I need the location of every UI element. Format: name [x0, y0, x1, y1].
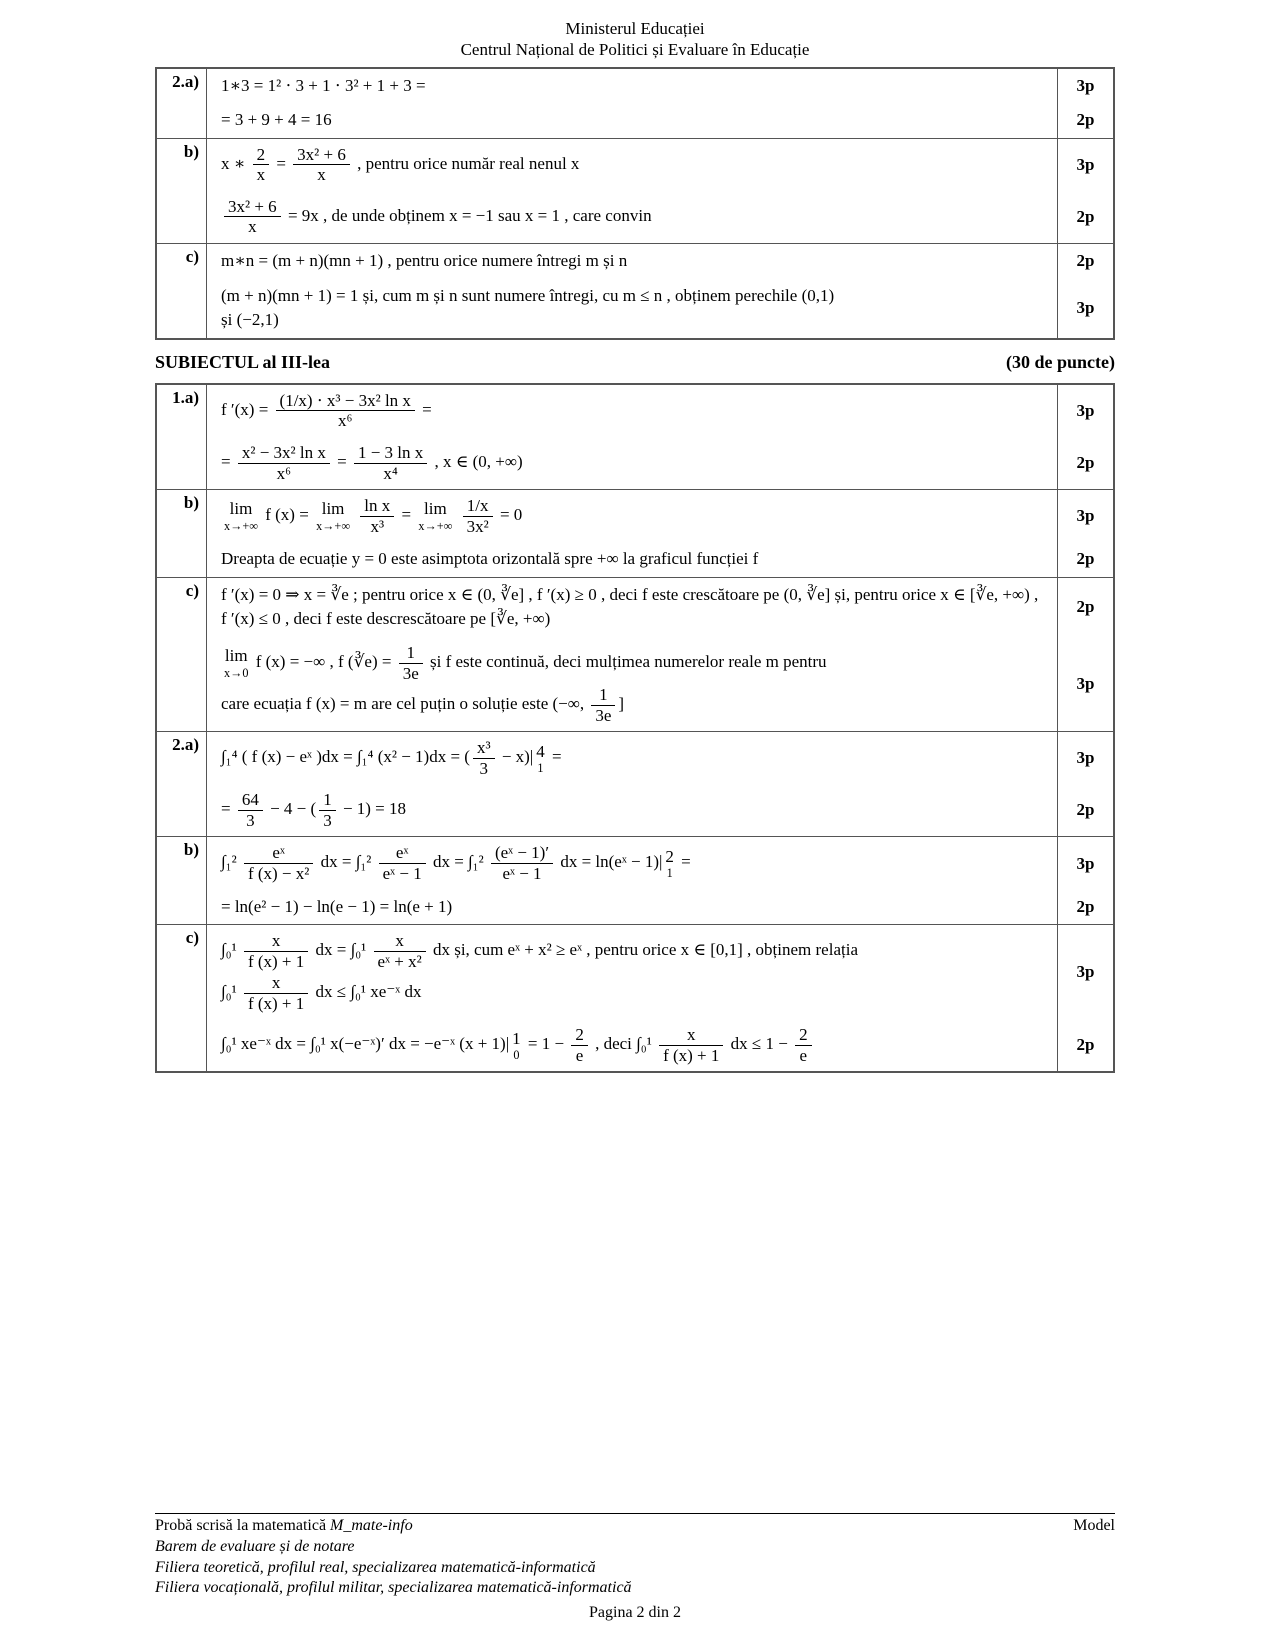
- item-label: b): [157, 837, 207, 924]
- item-label: c): [157, 578, 207, 731]
- solution-step: $\frac{\text{3x² + 6}}{x}$ = 9x , de unde obținem x = −1 sau x = 1 , care convin: [207, 191, 1057, 243]
- item-label: 2.a): [157, 69, 207, 138]
- limit-stack: 1 0: [512, 1028, 521, 1063]
- center-name: Centrul Național de Politici și Evaluare în Educație: [460, 40, 810, 60]
- fraction: $\frac{\text{x² − 3x² ln x}}{\text{x⁶}}$: [238, 443, 330, 483]
- rubric-row: [157, 578, 1113, 732]
- solution-step: f ′(x) = $\frac{\text{(1/x) ⋅ x³ − 3x² ln x}}{\text{x⁶}}$ =: [221, 390, 432, 431]
- points-value: 3p: [1057, 139, 1113, 191]
- limit-stack: lim x→+∞: [224, 499, 258, 533]
- solution-step: ∫₀¹ $\frac{x}{f (x) + 1}$ dx = ∫₀¹ $\frac{x}{\text{eˣ + x²}}$ dx și, cum eˣ + x² ≥ eˣ , pentru orice x ∈ [0,1] , obținem relația ∫₀¹ $\frac{x}{f (x) + 1}$ dx ≤ ∫₀¹ xe⁻ˣ dx: [221, 931, 858, 1013]
- fraction: $\frac{1}{3e}$: [399, 643, 423, 683]
- points-value: 3p: [1057, 637, 1113, 731]
- fraction: $\frac{1/x}{\text{3x²}}$: [463, 496, 493, 536]
- solution-step: m∗n = (m + n)(mn + 1) , pentru orice numere întregi m și n: [221, 250, 628, 270]
- points-value: 3p: [1057, 732, 1113, 784]
- limit-stack: 4 1: [536, 741, 545, 776]
- points-value: 2p: [1057, 542, 1113, 577]
- solution-step: lim x→+∞ f (x) = lim x→+∞ $\frac{\text{ln x}}{\text{x³}}$ = lim x→+∞ $\frac{1/x}{\text{3x²}}$ = 0: [224, 496, 523, 536]
- solution-step: ∫₁⁴ ( f (x) − eˣ )dx = ∫₁⁴ (x² − 1)dx = ( $\frac{\text{x³}}{3}$ − x)| 4 1 =: [221, 738, 562, 778]
- fraction: $\frac{\text{3x² + 6}}{x}$: [224, 197, 281, 237]
- rubric-row: [157, 139, 1113, 244]
- fraction: $\frac{x}{f (x) + 1}$: [244, 973, 308, 1013]
- points-value: 2p: [1057, 437, 1113, 489]
- rubric-row: [157, 490, 1113, 578]
- section-title: SUBIECTUL al III-lea: [155, 351, 331, 372]
- rubric-row: [157, 925, 1113, 1071]
- footer-line-2: Barem de evaluare și de notare: [155, 1537, 355, 1555]
- solution-step: x ∗ $\frac{2}{x}$ = $\frac{\text{3x² + 6}}{x}$ , pentru orice număr real nenul x: [221, 144, 580, 185]
- points-value: 3p: [1057, 279, 1113, 338]
- points-value: 2p: [1057, 191, 1113, 243]
- item-label: 2.a): [157, 732, 207, 836]
- fraction: $\frac{64}{3}$: [238, 790, 263, 830]
- rubric-row: [157, 732, 1113, 837]
- fraction: $\frac{2}{e}$: [795, 1025, 812, 1065]
- item-label: b): [157, 490, 207, 577]
- subject3-rubric-table: [155, 383, 1115, 1074]
- fraction: $\frac{2}{x}$: [253, 145, 270, 185]
- points-value: 2p: [1057, 784, 1113, 836]
- document-header: [155, 18, 1115, 61]
- limit-stack: lim x→+∞: [316, 499, 351, 533]
- solution-step: 1∗3 = 1² ⋅ 3 + 1 ⋅ 3² + 1 + 3 =: [221, 75, 426, 95]
- item-label: c): [157, 244, 207, 338]
- fraction: $\frac{\text{(1/x) ⋅ x³ − 3x² ln x}}{\text{x⁶}}$: [276, 391, 415, 431]
- limit-stack: lim x→+∞: [418, 499, 453, 533]
- fraction: $\frac{\text{(eˣ − 1)′}}{\text{eˣ − 1}}$: [491, 843, 553, 883]
- fraction: $\frac{\text{1 − 3 ln x}}{\text{x⁴}}$: [354, 443, 427, 483]
- points-value: 3p: [1057, 385, 1113, 437]
- fraction: $\frac{1}{3e}$: [591, 685, 615, 725]
- rubric-row: [157, 244, 1113, 338]
- solution-step: = 3 + 9 + 4 = 16: [221, 110, 332, 130]
- points-value: 2p: [1057, 890, 1113, 925]
- fraction: $\frac{x}{\text{eˣ + x²}}$: [374, 931, 426, 971]
- points-value: 3p: [1057, 69, 1113, 104]
- section-points: (30 de puncte): [1006, 351, 1115, 372]
- document-footer: [155, 1513, 1115, 1624]
- fraction: $\frac{x}{f (x) + 1}$: [244, 931, 308, 971]
- ministry-name: Ministerul Educației: [565, 19, 705, 38]
- footer-divider: [155, 1513, 1115, 1514]
- solution-step: f ′(x) = 0 ⇒ x = ∛e ; pentru orice x ∈ (0, ∛e] , f ′(x) ≥ 0 , deci f este crescătoare pe (0, ∛e] și, pentru orice x ∈ [∛e, +∞) , f ′(x) ≤ 0 , deci f este descrescătoare pe [∛e, +∞): [221, 584, 1039, 629]
- item-label: 1.a): [157, 385, 207, 489]
- points-value: 3p: [1057, 925, 1113, 1019]
- fraction: $\frac{\text{3x² + 6}}{x}$: [293, 145, 350, 185]
- item-label: c): [157, 925, 207, 1071]
- solution-step: = ln(e² − 1) − ln(e − 1) = ln(e + 1): [221, 896, 453, 916]
- limit-stack: 2 1: [665, 846, 674, 881]
- footer-line-3: Filiera teoretică, profilul real, specializarea matematică-informatică: [155, 1558, 596, 1576]
- fraction: $\frac{\text{eˣ}}{\text{eˣ − 1}}$: [379, 843, 426, 883]
- fraction: $\frac{2}{e}$: [571, 1025, 588, 1065]
- points-value: 3p: [1057, 490, 1113, 542]
- limit-stack: lim x→0: [224, 646, 249, 680]
- solution-step: (m + n)(mn + 1) = 1 și, cum m și n sunt numere întregi, cu m ≤ n , obținem perechile (0,1) și (−2,1): [221, 285, 835, 330]
- model-label: Model: [1073, 1517, 1115, 1535]
- footer-line-1: [155, 1516, 1115, 1537]
- section-heading: [155, 352, 1115, 373]
- item-label: b): [157, 139, 207, 243]
- fraction: $\frac{x}{f (x) + 1}$: [659, 1025, 723, 1065]
- rubric-row: [157, 837, 1113, 925]
- points-value: 2p: [1057, 103, 1113, 138]
- page-number: Pagina 2 din 2: [589, 1604, 681, 1622]
- rubric-row: [157, 69, 1113, 139]
- fraction: $\frac{\text{x³}}{3}$: [473, 738, 495, 778]
- points-value: 2p: [1057, 1019, 1113, 1071]
- rubric-row: [157, 385, 1113, 490]
- exam-type: Probă scrisă la matematică M_mate-info: [155, 1517, 413, 1535]
- solution-step: = $\frac{\text{x² − 3x² ln x}}{\text{x⁶}}$ = $\frac{\text{1 − 3 ln x}}{\text{x⁴}}$ , x ∈ (0, +∞): [221, 442, 523, 483]
- fraction: $\frac{1}{3}$: [319, 790, 336, 830]
- solution-step: ∫₀¹ xe⁻ˣ dx = ∫₀¹ x(−e⁻ˣ)′ dx = −e⁻ˣ (x + 1)| 1 0 = 1 − $\frac{2}{e}$ , deci ∫₀¹ $\frac{x}{f (x) + 1}$ dx ≤ 1 − $\frac{2}{e}$: [207, 1019, 1057, 1071]
- solution-step: Dreapta de ecuație y = 0 este asimptota orizontală spre +∞ la graficul funcției f: [221, 549, 759, 569]
- points-value: 2p: [1057, 578, 1113, 637]
- subject2-rubric-table: [155, 67, 1115, 340]
- solution-step: lim x→0 f (x) = −∞ , f (∛e) = $\frac{1}{3e}$ și f este continuă, deci mulțimea numerelor reale m pentru care ecuația f (x) = m are cel puțin o soluție este (−∞, $\frac{1}{3e}$ ]: [221, 643, 827, 725]
- fraction: $\frac{\text{ln x}}{\text{x³}}$: [360, 496, 394, 536]
- solution-step: = $\frac{64}{3}$ − 4 − ( $\frac{1}{3}$ − 1) = 18: [221, 790, 407, 830]
- points-value: 2p: [1057, 244, 1113, 279]
- points-value: 3p: [1057, 837, 1113, 889]
- fraction: $\frac{\text{eˣ}}{\text{f (x) − x²}}$: [244, 843, 313, 883]
- footer-line-4: Filiera vocațională, profilul militar, specializarea matematică-informatică: [155, 1579, 632, 1597]
- solution-step: ∫₁² $\frac{\text{eˣ}}{\text{f (x) − x²}}$ dx = ∫₁² $\frac{\text{eˣ}}{\text{eˣ − 1}}$ dx = ∫₁² $\frac{\text{(eˣ − 1)′}}{\text{eˣ − 1}}$ dx = ln(eˣ − 1)| 2 1 =: [221, 843, 691, 884]
